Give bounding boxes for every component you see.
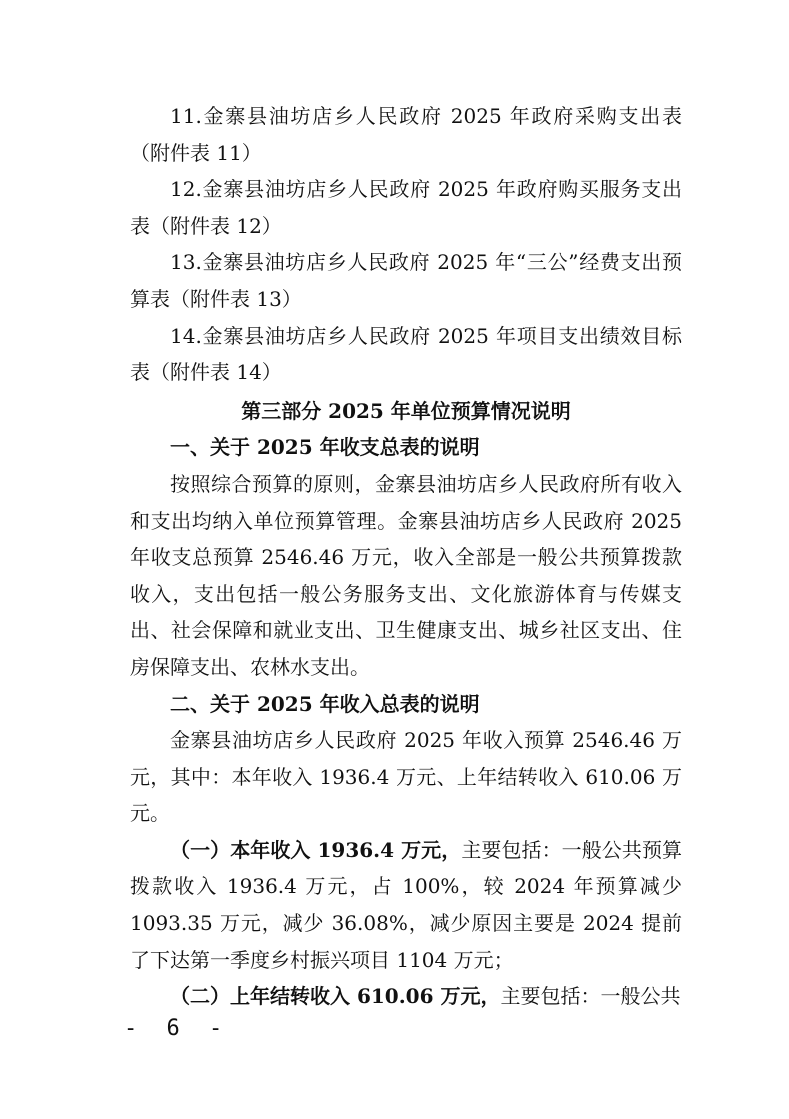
section-1-body: 按照综合预算的原则，金寨县油坊店乡人民政府所有收入和支出均纳入单位预算管理。金寨县油坊店乡人民政府 2025 年收支总预算 2546.46 万元，收入全部是一般公共预算拨款收入，支出包括一般公务服务支出、文化旅游体育与传媒支出、社会保障和就业支出、卫生健康支出、城乡社区支出、住房保障支出、农林水支出。 [130, 471, 682, 679]
page-content [130, 98, 682, 1015]
part-three-title: 第三部分 2025 年单位预算情况说明 [241, 398, 571, 423]
attachment-item-11: 11.金寨县油坊店乡人民政府 2025 年政府采购支出表（附件表 11） [130, 104, 682, 165]
attachment-item-13: 13.金寨县油坊店乡人民政府 2025 年“三公”经费支出预算表（附件表 13） [130, 250, 682, 311]
section-2-item-1 [130, 832, 682, 978]
page-number: - 6 - [124, 1016, 231, 1041]
item-2-text: 主要包括：一般公共 [500, 984, 681, 1009]
item-2-lead: （二）上年结转收入 610.06 万元， [170, 984, 501, 1009]
section-2-body: 金寨县油坊店乡人民政府 2025 年收入预算 2546.46 万元，其中：本年收入 1936.4 万元、上年结转收入 610.06 万元。 [130, 728, 682, 826]
attachment-item-14: 14.金寨县油坊店乡人民政府 2025 年项目支出绩效目标表（附件表 14） [130, 323, 682, 385]
section-1-heading: 一、关于 2025 年收支总表的说明 [170, 435, 480, 460]
attachment-item-12: 12.金寨县油坊店乡人民政府 2025 年政府购买服务支出表（附件表 12） [130, 177, 682, 238]
section-2-item-2 [130, 978, 682, 1015]
item-1-text: 主要包括：一般公共预算拨款收入 1936.4 万元，占 100%，较 2024 年预算减少 1093.35 万元，减少 36.08%，减少原因主要是 2024 提前了下达第一季度乡村振兴项目 1104 万元； [130, 837, 683, 972]
section-2-heading: 二、关于 2025 年收入总表的说明 [170, 691, 480, 716]
item-1-lead: （一）本年收入 1936.4 万元， [170, 837, 462, 862]
